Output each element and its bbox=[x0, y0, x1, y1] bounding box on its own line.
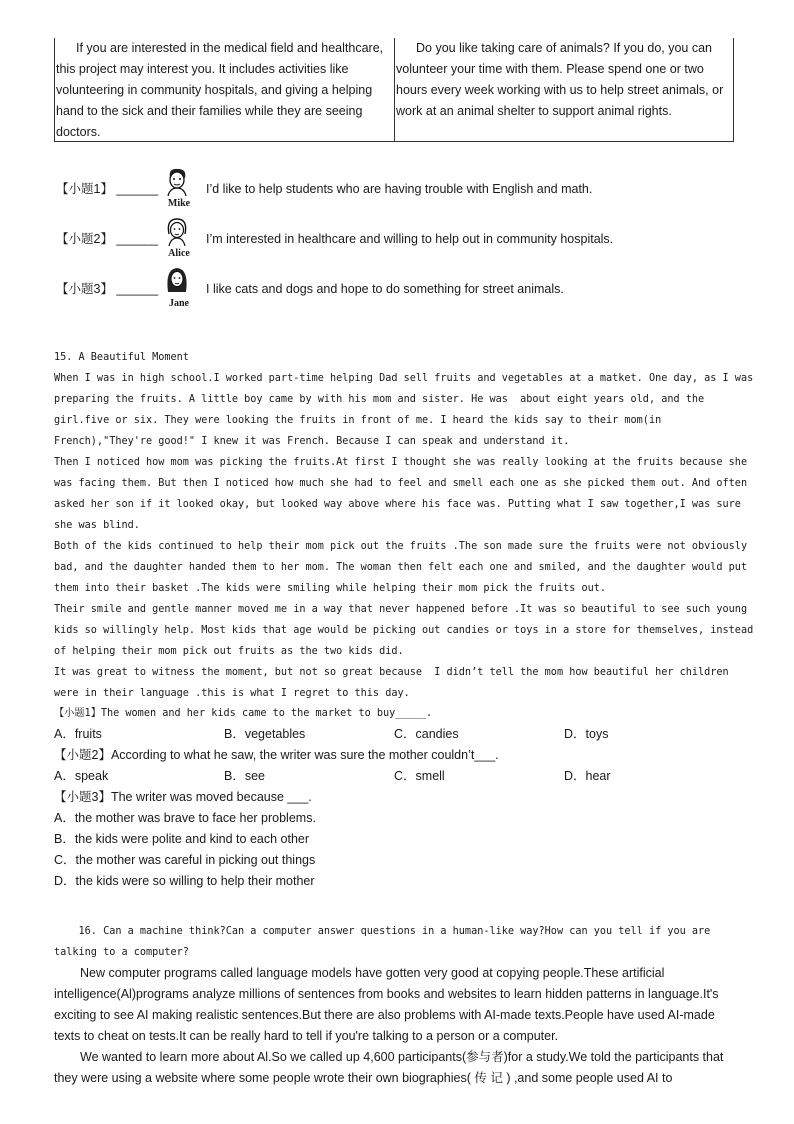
passage-line: preparing the fruits. A little boy came by with his mom and sister. He was about eight years old, and the bbox=[54, 394, 705, 405]
person-name: Jane bbox=[169, 298, 189, 309]
question-label: 【小题1】 ______ bbox=[56, 182, 159, 196]
passage-15 bbox=[54, 347, 754, 704]
person-name: Alice bbox=[168, 248, 190, 259]
passage-line: French),"They're good!" I knew it was French. Because I can speak and understand it. bbox=[54, 436, 570, 447]
option-a[interactable]: A．fruits bbox=[54, 727, 102, 741]
passage-line: kids so willingly help. Most kids that age would be picking out candies or toys in a store for themselves, instead bbox=[54, 625, 754, 636]
passage-intro-line: 16. Can a machine think?Can a computer answer questions in a human-like way?How can you tell if you are bbox=[54, 926, 711, 937]
passage-line: Then I noticed how mom was picking the fruits.At first I thought she was really looking at the fruits because she bbox=[54, 457, 748, 468]
question-stem: 【小题2】According to what he saw, the writer was sure the mother couldn’t___. bbox=[54, 748, 499, 762]
passage-paragraph: New computer programs called language models have gotten very good at copying people.These artificial intelligence(Al)programs analyze millions of sentences from books and websites to learn hidden patterns in language.It's exciting to see AI making realistic sentences.But there are also problems with AI-made texts.People have used AI-made texts to cheat on tests.It can be really hard to tell if you're talking to a person or a computer. bbox=[54, 966, 719, 1043]
question-block-15 bbox=[54, 703, 744, 892]
option-b[interactable]: B．see bbox=[224, 769, 265, 783]
table-cell-animals: Do you like taking care of animals? If you do, you can volunteer your time with them. Please spend one or two hours every week working with us to help street animals, or work at an animal shelter to support animal rights. bbox=[396, 41, 724, 118]
passage-16 bbox=[54, 921, 744, 1089]
passage-line: When I was in high school.I worked part-time helping Dad sell fruits and vegetables at a matket. One day, as I was bbox=[54, 373, 754, 384]
option-a[interactable]: A．the mother was brave to face her problems. bbox=[54, 811, 316, 825]
statement-text: I’d like to help students who are having trouble with English and math. bbox=[206, 182, 593, 196]
passage-line: of helping their mom pick out fruits as the two kids did. bbox=[54, 646, 404, 657]
passage-intro-line: talking to a computer? bbox=[54, 947, 189, 958]
option-row bbox=[54, 724, 744, 745]
option-d[interactable]: D．the kids were so willing to help their mother bbox=[54, 874, 315, 888]
passage-paragraph: We wanted to learn more about Al.So we called up 4,600 participants(参与者)for a study.We told the participants that they were using a website where some people wrote their own biographies( 传 记 ) ,and some people used AI to bbox=[54, 1050, 724, 1085]
question-label: 【小题2】 ______ bbox=[56, 232, 159, 246]
passage-line: bad, and the daughter handed them to her mom. The woman then felt each one and smiled, and the daughter would put bbox=[54, 562, 748, 573]
person-name: Mike bbox=[167, 198, 191, 209]
statement-text: I like cats and dogs and hope to do something for street animals. bbox=[206, 282, 564, 296]
option-b[interactable]: B．vegetables bbox=[224, 727, 306, 741]
woman-portrait-icon bbox=[162, 266, 192, 296]
girl-portrait-icon bbox=[162, 216, 192, 246]
project-table bbox=[54, 38, 734, 142]
option-c[interactable]: C．smell bbox=[394, 769, 445, 783]
question-stem: 【小题1】The women and her kids came to the market to buy_____. bbox=[54, 708, 433, 719]
passage-line: girl.five or six. They were looking the fruits in front of me. I heard the kids say to their mom(in bbox=[54, 415, 662, 426]
option-c[interactable]: C．candies bbox=[394, 727, 459, 741]
passage-line: were in their language .this is what I regret to this day. bbox=[54, 688, 410, 699]
passage-line: was facing them. But then I noticed how much she had to feel and smell each one as she picked them out. And often bbox=[54, 478, 748, 489]
option-d[interactable]: D．hear bbox=[564, 769, 611, 783]
passage-title: 15. A Beautiful Moment bbox=[54, 352, 189, 363]
option-c[interactable]: C．the mother was careful in picking out things bbox=[54, 853, 316, 867]
question-stem: 【小题3】The writer was moved because ___. bbox=[54, 790, 312, 804]
passage-line: she was blind. bbox=[54, 520, 140, 531]
question-label: 【小题3】 ______ bbox=[56, 282, 159, 296]
option-d[interactable]: D．toys bbox=[564, 727, 609, 741]
passage-line: them into their basket .The kids were smiling while helping their mom pick the fruits out. bbox=[54, 583, 607, 594]
statement-text: I’m interested in healthcare and willing to help out in community hospitals. bbox=[206, 232, 614, 246]
passage-line: asked her son if it looked okay, but looked way above where his face was. Putting what I saw together,I was sure bbox=[54, 499, 741, 510]
table-cell-medical: If you are interested in the medical field and healthcare, this project may interest you. It includes activities like volunteering in community hospitals, and giving a helping hand to the sick and their families while they are seeing doctors. bbox=[56, 41, 384, 139]
table-divider bbox=[394, 38, 395, 141]
passage-line: Their smile and gentle manner moved me in a way that never happened before .It was so beautiful to see such young bbox=[54, 604, 748, 615]
boy-portrait-icon bbox=[162, 166, 192, 196]
passage-line: Both of the kids continued to help their mom pick out the fruits .The son made sure the fruits were not obviously bbox=[54, 541, 748, 552]
option-b[interactable]: B．the kids were polite and kind to each other bbox=[54, 832, 310, 846]
passage-line: It was great to witness the moment, but not so great because I didn’t tell the mom how beautiful her children bbox=[54, 667, 729, 678]
option-a[interactable]: A．speak bbox=[54, 769, 109, 783]
option-row bbox=[54, 766, 744, 787]
